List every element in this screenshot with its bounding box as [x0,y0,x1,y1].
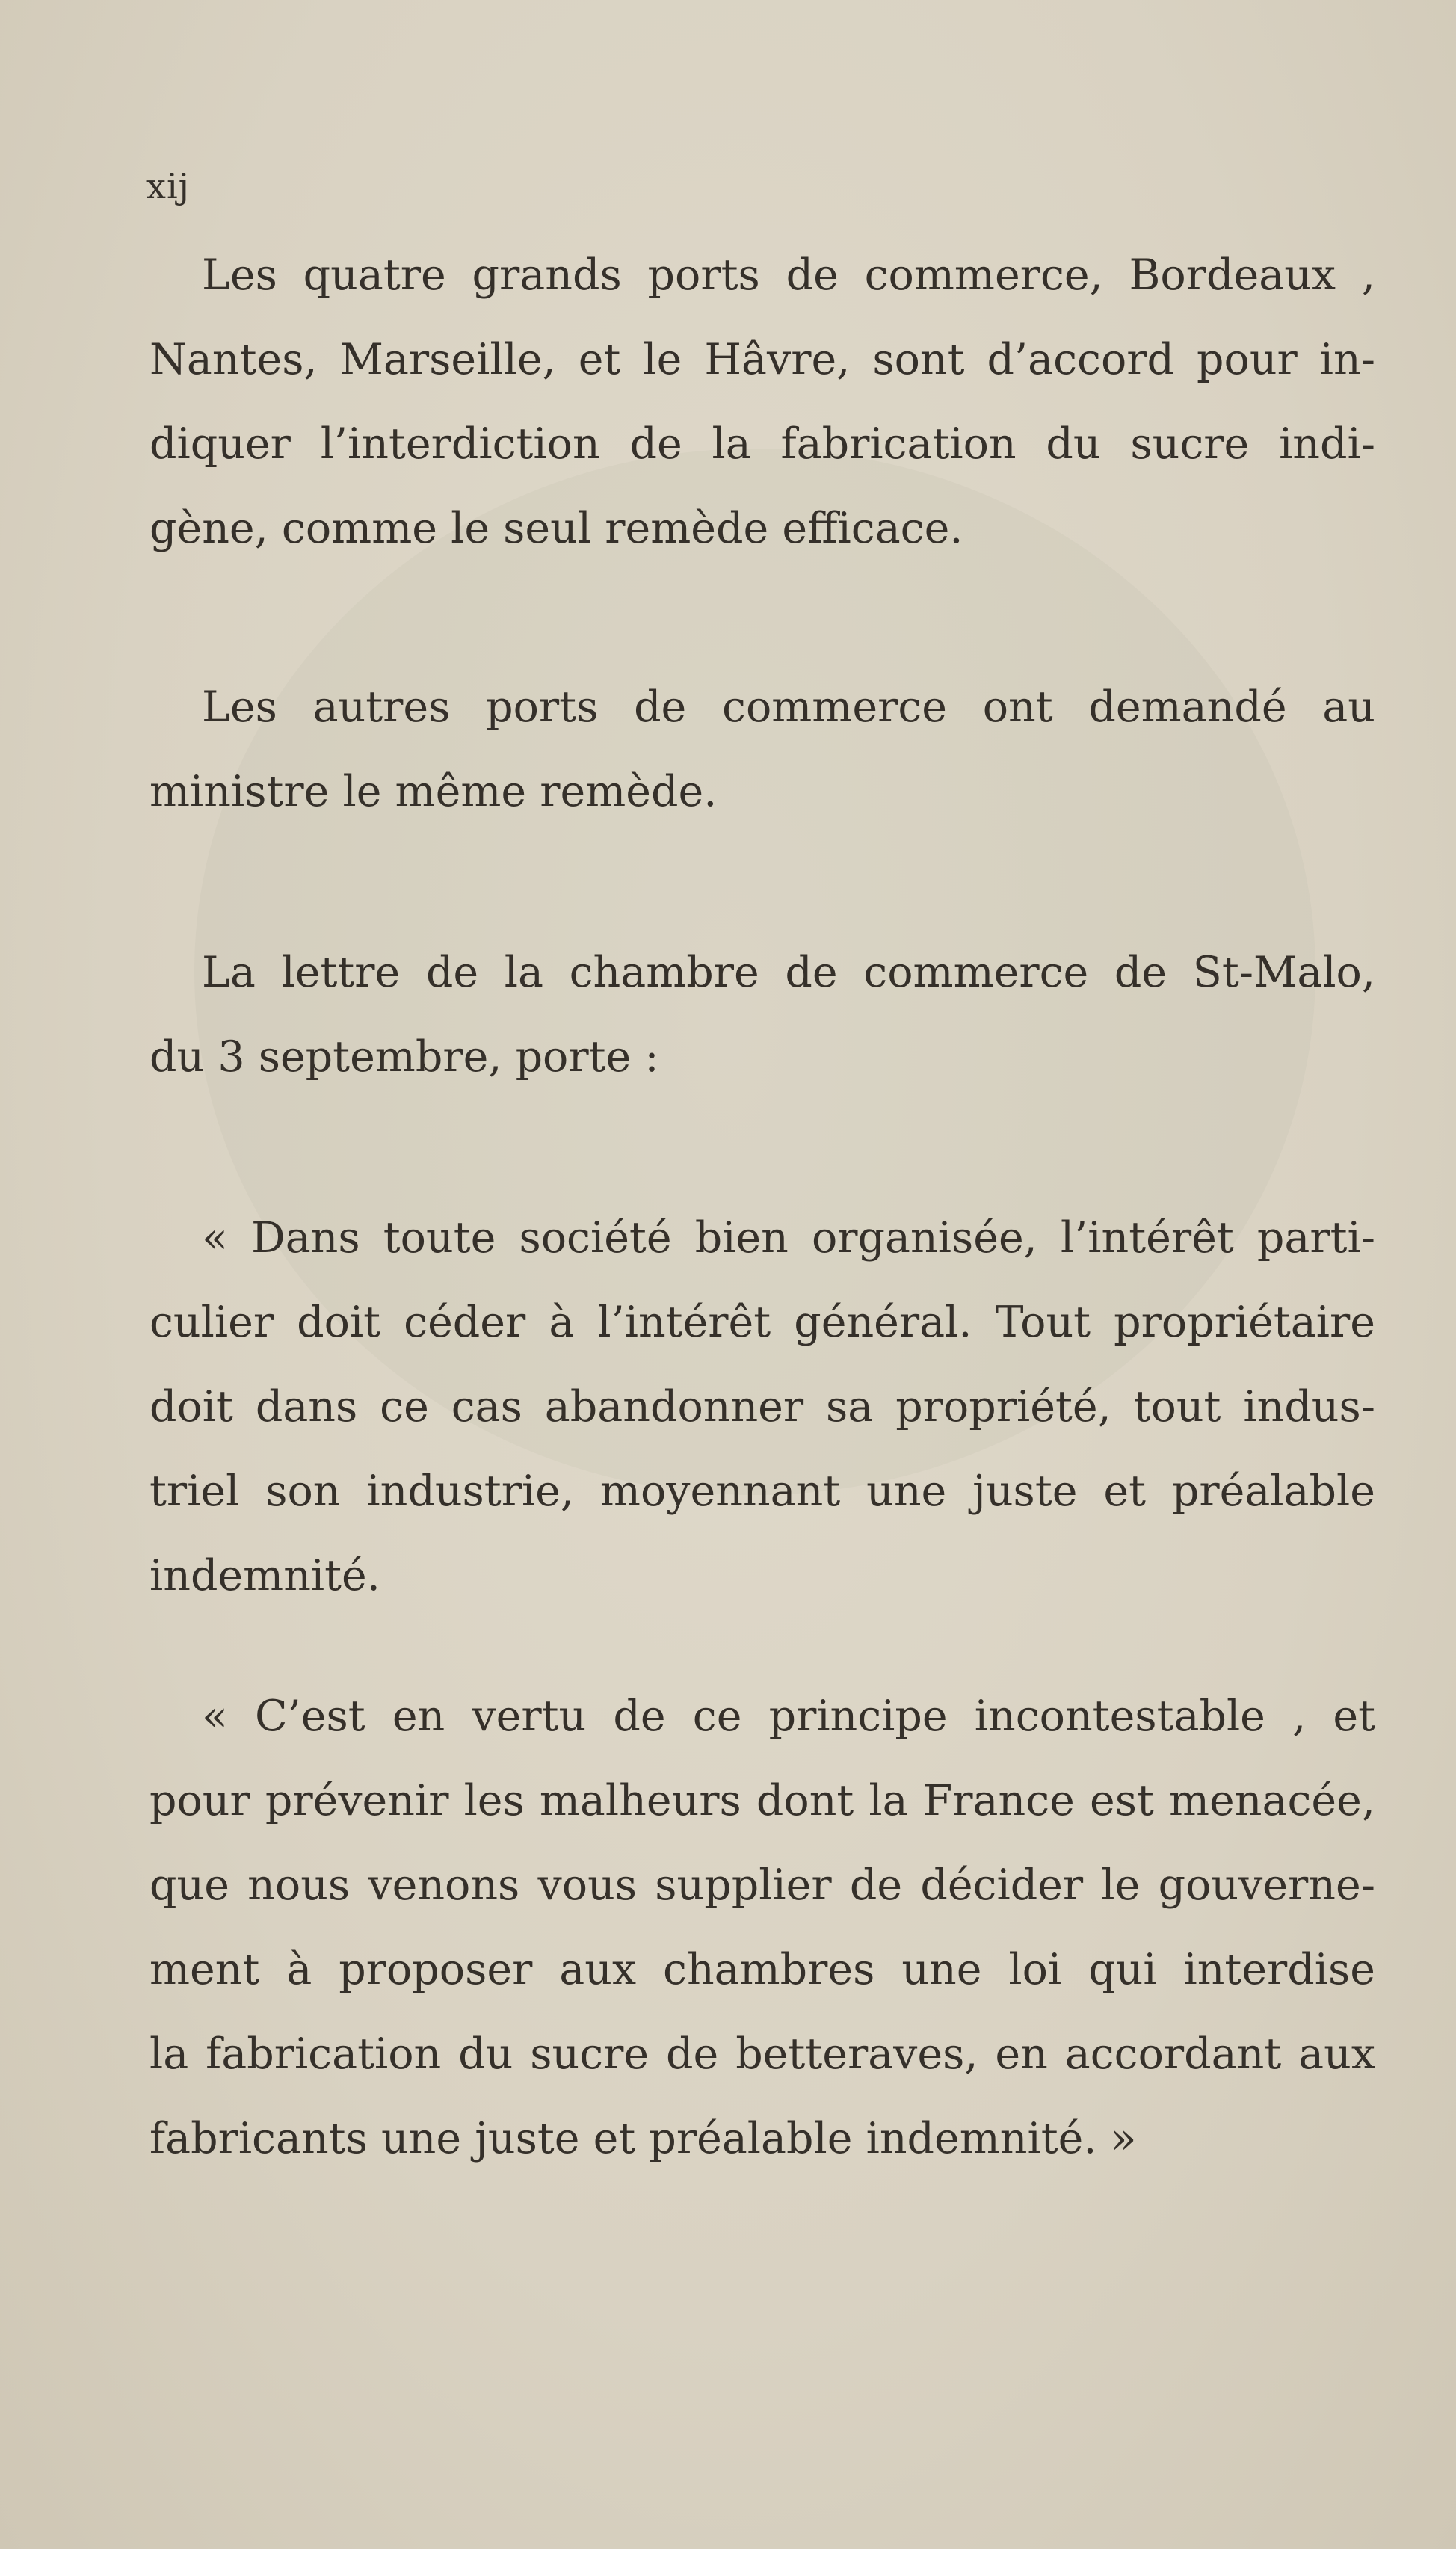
text-line: La lettre de la chambre de commerce de St-Malo, [202,948,1375,997]
text-line: gène, comme le seul remède efficace. [149,504,963,553]
text-line: Nantes, Marseille, et le Hâvre, sont d’accord pour in- [149,335,1375,384]
text-line: fabricants une juste et préalable indemnité. » [149,2114,1137,2163]
paragraph-other-ports [149,665,1375,834]
text-line: « C’est en vertu de ce principe incontestable , et [202,1692,1375,1741]
text-line: pour prévenir les malheurs dont la France est menacée, [149,1776,1375,1825]
text-line: doit dans ce cas abandonner sa propriété, tout indus- [149,1382,1375,1431]
text-line: que nous venons vous supplier de décider le gouverne- [149,1861,1375,1910]
text-line: Les quatre grands ports de commerce, Bordeaux , [202,250,1375,300]
text-line: Les autres ports de commerce ont demandé au [202,682,1375,732]
page-number: xij [146,166,190,206]
text-line: indemnité. [149,1551,380,1600]
text-line: culier doit céder à l’intérêt général. Tout propriétaire [149,1298,1375,1347]
paragraph-quote-society [149,1196,1375,1618]
text-line: « Dans toute société bien organisée, l’intérêt parti- [202,1213,1375,1263]
text-line: du 3 septembre, porte : [149,1032,659,1082]
paragraph-ports [149,233,1375,571]
text-line: diquer l’interdiction de la fabrication du sucre indi- [149,419,1375,469]
paragraph-quote-principle [149,1674,1375,2181]
text-line: ment à proposer aux chambres une loi qui interdise [149,1945,1375,1994]
text-line: ministre le même remède. [149,767,718,816]
text-line: la fabrication du sucre de betteraves, en accordant aux [149,2029,1375,2079]
text-line: triel son industrie, moyennant une juste et préalable [149,1467,1375,1516]
paragraph-st-malo-letter [149,931,1375,1100]
